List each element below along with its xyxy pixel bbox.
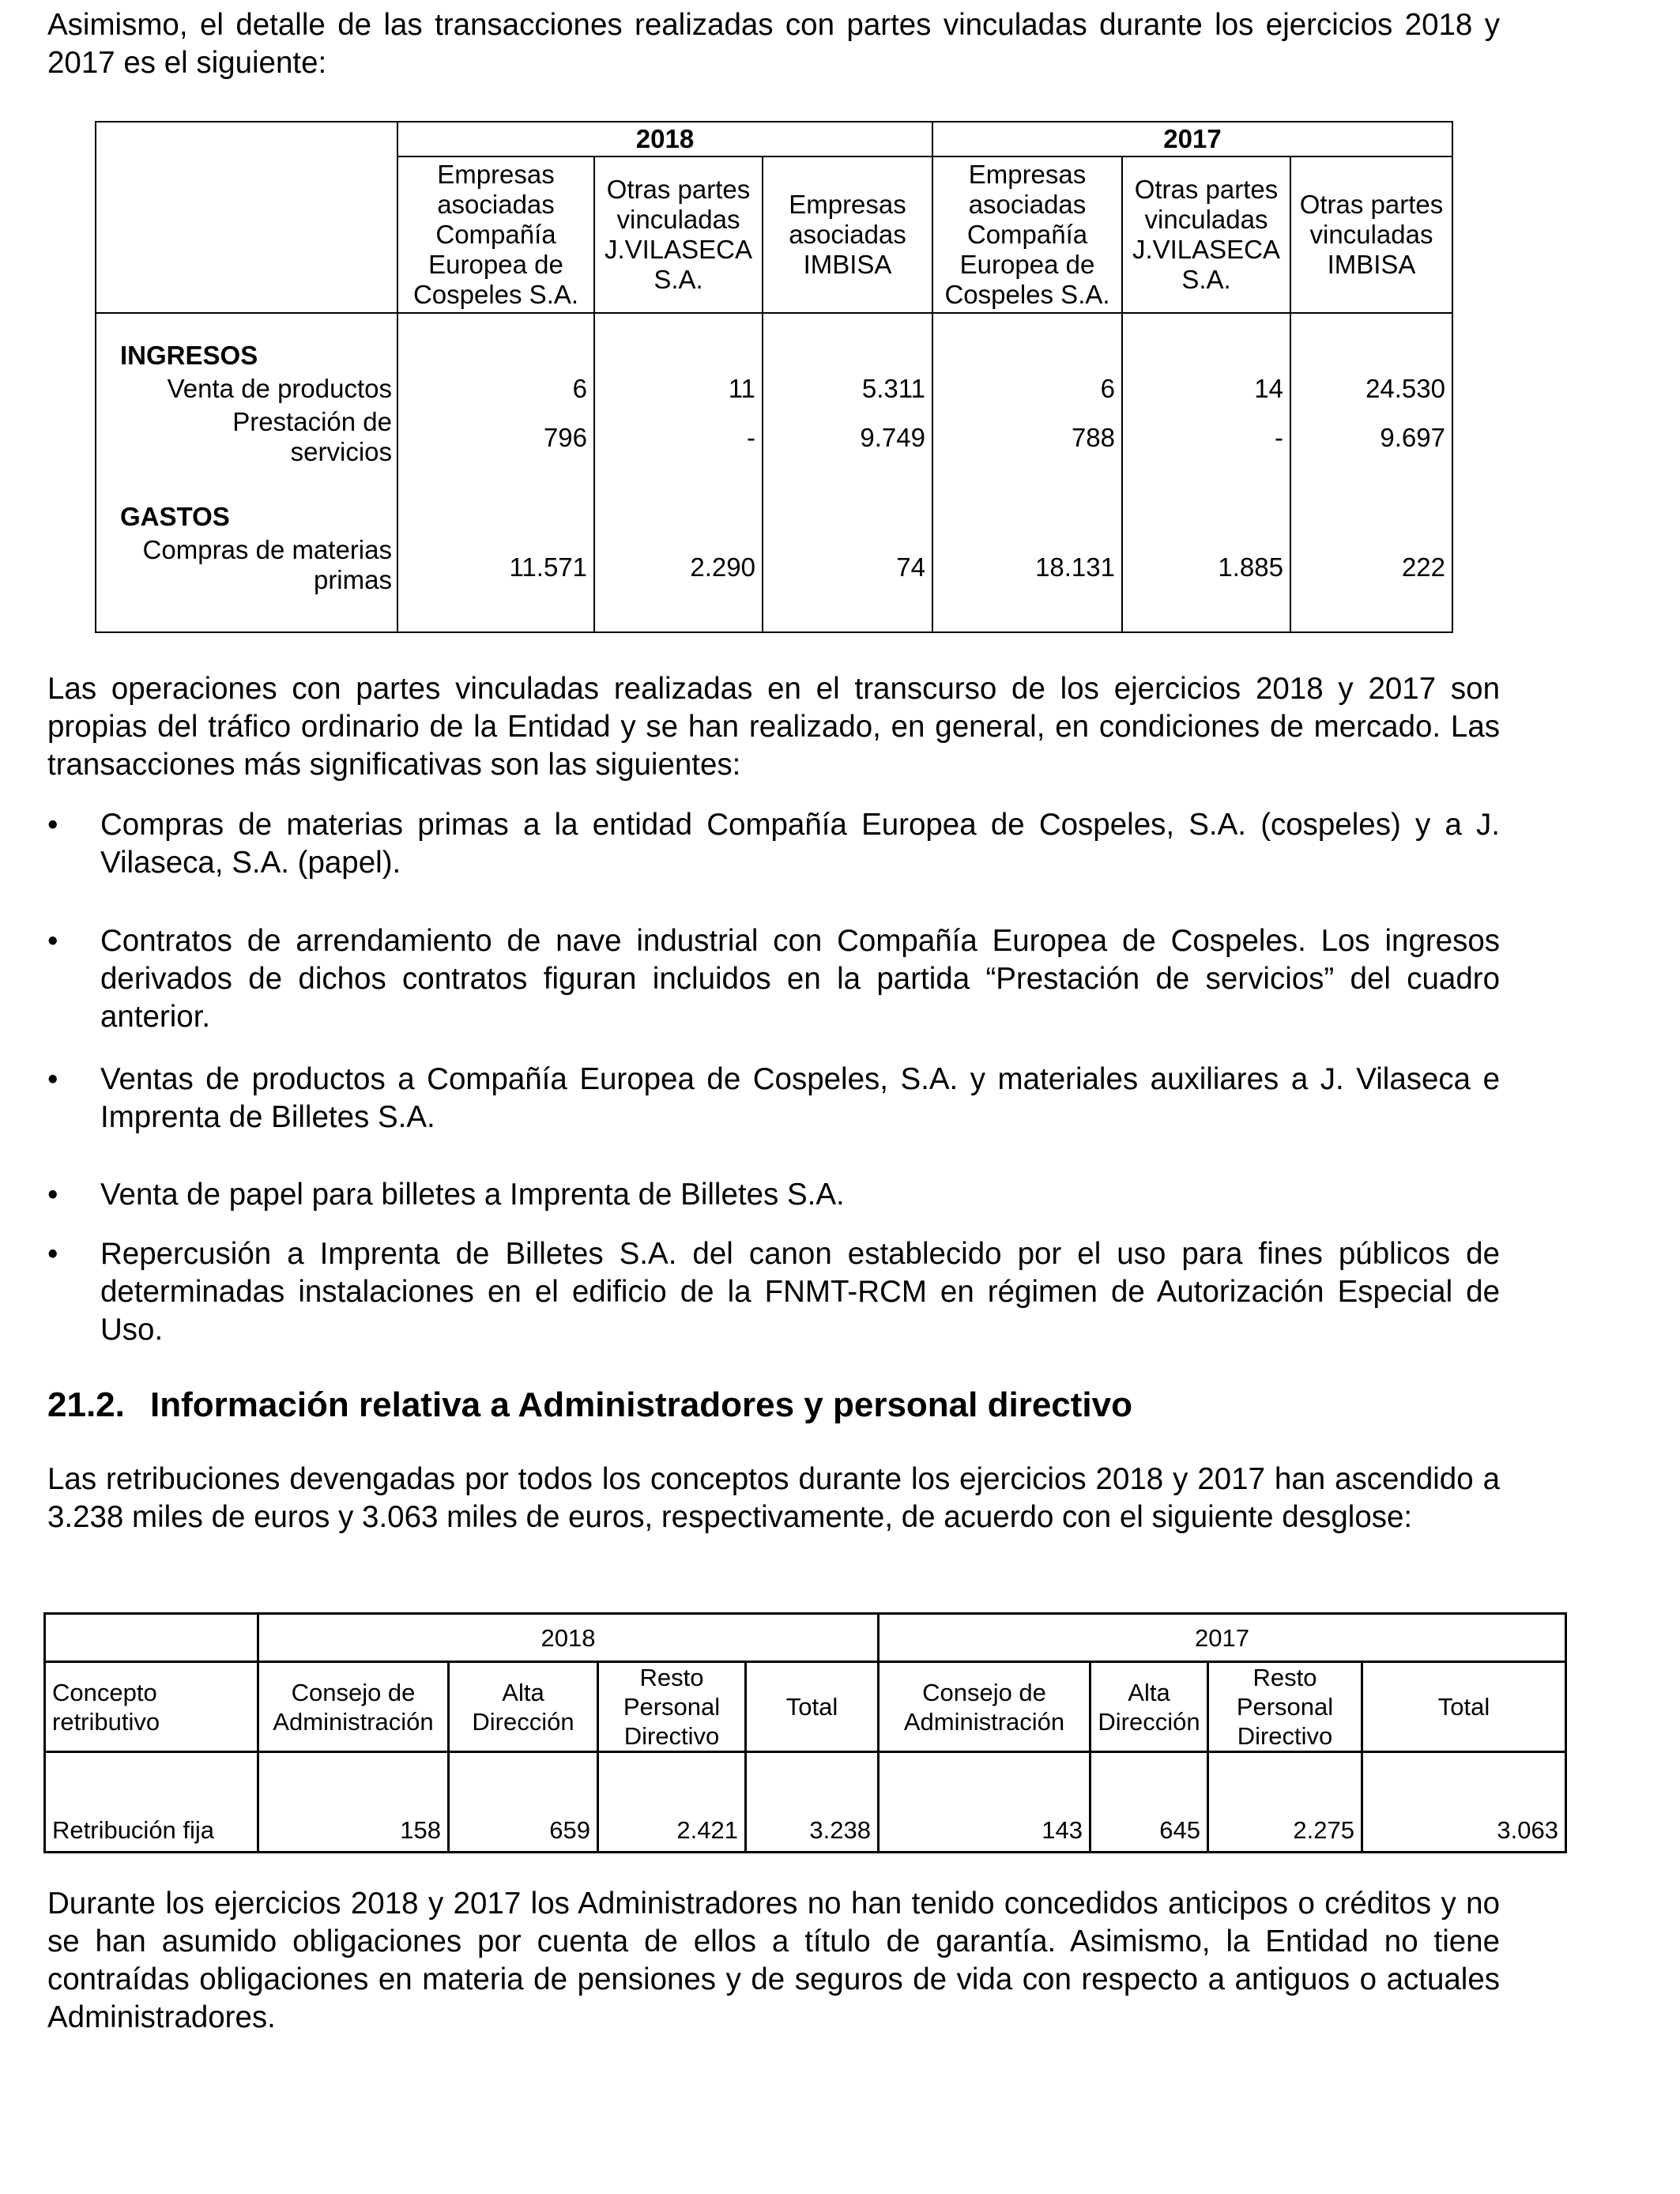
table2-col-header: Alta Dirección — [449, 1662, 598, 1752]
table-cell: 74 — [896, 552, 925, 582]
gastos-heading: GASTOS — [120, 502, 230, 531]
bullet-text: Compras de materias primas a la entidad Compañía Europea de Cospeles, S.A. (cospeles) y a J. Vilaseca, S.A. (papel). — [100, 808, 1500, 880]
table-cell: 5.311 — [861, 374, 925, 403]
table1-col-values — [932, 313, 1122, 632]
table-cell: 1.885 — [1218, 552, 1283, 582]
table-cell: 222 — [1401, 552, 1445, 582]
table2-col-header: Total — [1362, 1662, 1566, 1752]
bullet-icon: • — [47, 924, 58, 958]
table-cell: 6 — [572, 374, 587, 403]
table1-col-header: Empresas asociadas Compañía Europea de Cospeles S.A. — [397, 156, 594, 313]
table-cell: 158 — [258, 1752, 449, 1853]
bullet-text: Contratos de arrendamiento de nave industrial con Compañía Europea de Cospeles. Los ingresos derivados de dichos contratos figuran incluidos en la partida “Prestación de servicios” del cuadro anterior. — [100, 924, 1500, 1034]
row-label: Venta de productos — [167, 374, 392, 403]
table1-col-values — [1122, 313, 1290, 632]
bullet-icon: • — [47, 1062, 58, 1096]
bullet-text: Ventas de productos a Compañía Europea de Cospeles, S.A. y materiales auxiliares a J. Vilaseca e Imprenta de Billetes S.A. — [100, 1062, 1500, 1134]
table2-col-header: Consejo de Administración — [879, 1662, 1090, 1752]
intro-paragraph: Asimismo, el detalle de las transacciones realizadas con partes vinculadas durante los ejercicios 2018 y 2017 es el siguiente: — [47, 8, 1500, 80]
section-number: 21.2. — [47, 1385, 125, 1424]
table-cell: 2.421 — [598, 1752, 746, 1853]
bullet-icon: • — [47, 1178, 58, 1212]
bullet-icon: • — [47, 808, 58, 842]
table1-col-header: Empresas asociadas IMBISA — [763, 156, 932, 313]
table1-row-labels — [96, 313, 397, 632]
bullet-text: Venta de papel para billetes a Imprenta de Billetes S.A. — [100, 1178, 845, 1212]
table2-col-header: Resto Personal Directivo — [598, 1662, 746, 1752]
row-label: Compras de materias primas — [142, 535, 392, 594]
table-cell: 14 — [1254, 374, 1283, 403]
remuneration-paragraph: Las retribuciones devengadas por todos los conceptos durante los ejercicios 2018 y 2017 han ascendido a 3.238 miles de euros y 3.063 miles de euros, respectivamente, de acuerdo con el siguiente desglose: — [47, 1462, 1500, 1534]
bullet-icon: • — [47, 1237, 58, 1271]
table-cell: - — [1275, 423, 1283, 452]
section-title: Información relativa a Administradores y personal directivo — [150, 1385, 1132, 1424]
table-cell: 3.238 — [746, 1752, 879, 1853]
table-cell: 143 — [879, 1752, 1090, 1853]
table1-col-values — [763, 313, 932, 632]
table1-year-2017: 2017 — [932, 122, 1452, 156]
table-cell: 2.275 — [1208, 1752, 1362, 1853]
row-label: Retribución fija — [45, 1752, 258, 1853]
table2-year-2018: 2018 — [258, 1614, 879, 1662]
ingresos-heading: INGRESOS — [120, 341, 258, 370]
section-heading — [47, 1383, 1132, 1427]
table1-col-header: Empresas asociadas Compañía Europea de Cospeles S.A. — [932, 156, 1122, 313]
table1-col-values — [397, 313, 594, 632]
table-cell: 2.290 — [690, 552, 755, 582]
table2-col-header: Consejo de Administración — [258, 1662, 449, 1752]
table1-col-header: Otras partes vinculadas IMBISA — [1290, 156, 1452, 313]
table1-corner-cell — [96, 122, 397, 313]
table2-corner-cell — [45, 1614, 258, 1662]
related-party-transactions-table — [95, 121, 1453, 633]
table2-col-header: Alta Dirección — [1090, 1662, 1208, 1752]
table2-year-2017: 2017 — [879, 1614, 1566, 1662]
remuneration-table — [43, 1612, 1567, 1853]
table-cell: 788 — [1071, 423, 1115, 452]
bullet-text: Repercusión a Imprenta de Billetes S.A. del canon establecido por el uso para fines públicos de determinadas instalaciones en el edificio de la FNMT-RCM en régimen de Autorización Especial de Uso. — [100, 1237, 1500, 1347]
table-cell: 18.131 — [1035, 552, 1115, 582]
table-cell: 796 — [543, 423, 587, 452]
table-cell: 659 — [449, 1752, 598, 1853]
closing-paragraph: Durante los ejercicios 2018 y 2017 los Administradores no han tenido concedidos anticipos o créditos y no se han asumido obligaciones por cuenta de ellos a título de garantía. Asimismo, la Entidad no tiene contraídas obligaciones en materia de pensiones y de seguros de vida con respecto a antiguos o actuales Administradores. — [47, 1887, 1500, 2034]
table1-col-header: Otras partes vinculadas J.VILASECA S.A. — [594, 156, 763, 313]
table2-col-header: Total — [746, 1662, 879, 1752]
table-row — [45, 1752, 1566, 1853]
table-cell: 11.571 — [509, 552, 587, 582]
table1-year-2018: 2018 — [397, 122, 932, 156]
table-cell: 3.063 — [1362, 1752, 1566, 1853]
concept-header: Concepto retributivo — [45, 1662, 258, 1752]
table-cell: 11 — [728, 374, 755, 403]
table1-col-header: Otras partes vinculadas J.VILASECA S.A. — [1122, 156, 1290, 313]
table-cell: - — [747, 423, 755, 452]
table-cell: 645 — [1090, 1752, 1208, 1853]
table1-col-values — [1290, 313, 1452, 632]
table-cell: 6 — [1100, 374, 1115, 403]
table2-col-header: Resto Personal Directivo — [1208, 1662, 1362, 1752]
row-label: Prestación de servicios — [232, 407, 392, 466]
table-cell: 24.530 — [1365, 374, 1445, 403]
table1-col-values — [594, 313, 763, 632]
table-cell: 9.749 — [860, 423, 925, 452]
operations-paragraph: Las operaciones con partes vinculadas realizadas en el transcurso de los ejercicios 2018 y 2017 son propias del tráfico ordinario de la Entidad y se han realizado, en general, en condiciones de mercado. Las transacciones más significativas son las siguientes: — [47, 672, 1500, 782]
table-cell: 9.697 — [1380, 423, 1445, 452]
